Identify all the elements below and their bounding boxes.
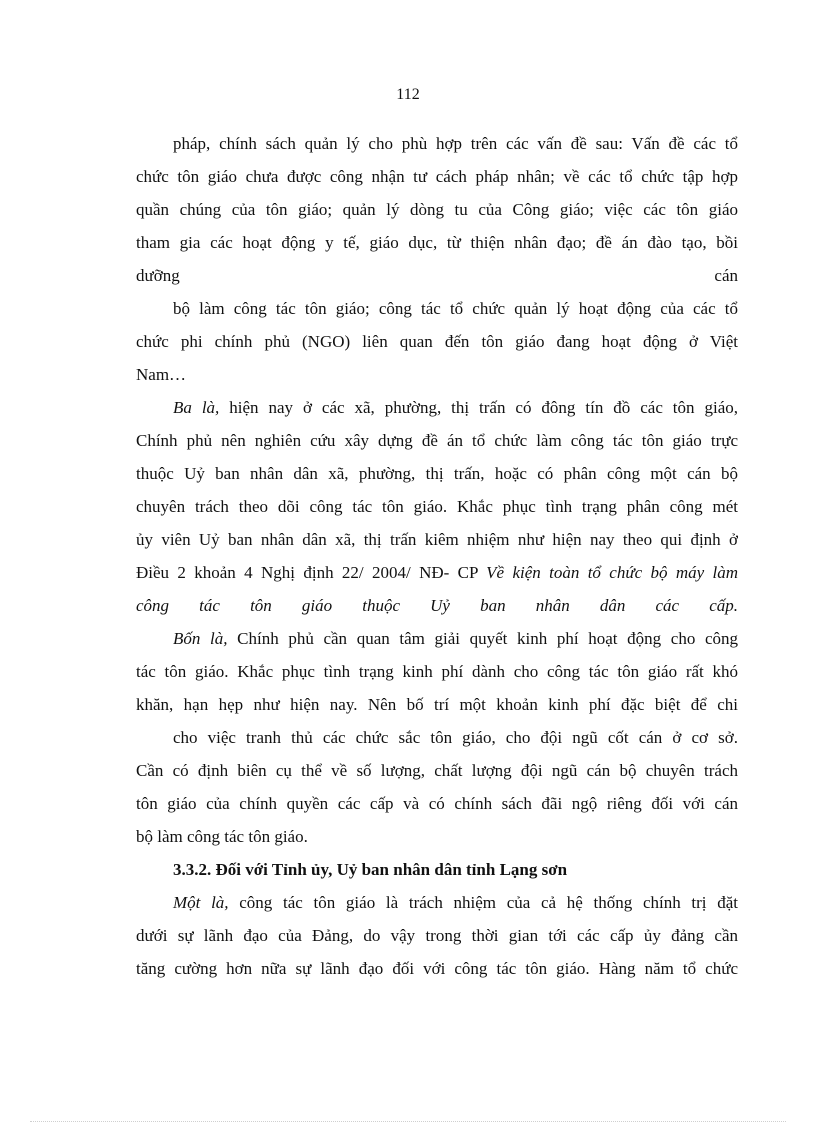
text-line xyxy=(136,193,738,226)
text-run: Điều 2 khoản 4 Nghị định 22/ 2004/ NĐ- CP xyxy=(136,563,487,582)
text-run: chức tôn giáo chưa được công nhận tư cách pháp nhân; về các tổ chức tập hợp xyxy=(136,167,738,186)
text-run: Cần có định biên cụ thể về số lượng, chất lượng đội ngũ cán bộ chuyên trách xyxy=(136,761,738,780)
text-run: bộ làm công tác tôn giáo; công tác tổ chức quản lý hoạt động của các tổ xyxy=(173,299,738,318)
text-run: tôn giáo của chính quyền các cấp và có chính sách đãi ngộ riêng đối với cán xyxy=(136,794,738,813)
text-run: 3.3.2. Đối với Tỉnh ủy, Uỷ ban nhân dân tỉnh Lạng sơn xyxy=(173,860,568,879)
italic-text-run: Bốn là, xyxy=(173,629,228,648)
text-line xyxy=(136,787,738,820)
italic-text-run: Một là, xyxy=(173,893,229,912)
text-line xyxy=(136,259,738,292)
text-run: tham gia các hoạt động y tế, giáo dục, từ thiện nhân đạo; đề án đào tạo, bồi xyxy=(136,233,738,252)
text-line xyxy=(136,226,738,259)
text-line xyxy=(136,721,738,754)
text-line xyxy=(136,754,738,787)
italic-text-run: Ba là, xyxy=(173,398,220,417)
text-line xyxy=(136,325,738,358)
italic-text-run: công tác tôn giáo thuộc Uỷ ban nhân dân các cấp. xyxy=(136,596,738,615)
text-line xyxy=(136,457,738,490)
page-number: 112 xyxy=(396,86,420,103)
text-run: hiện nay ở các xã, phường, thị trấn có đông tín đồ các tôn giáo, xyxy=(219,398,738,417)
text-line xyxy=(136,160,738,193)
text-line xyxy=(136,523,738,556)
text-run: tác tôn giáo. Khắc phục tình trạng kinh phí dành cho công tác tôn giáo rất khó xyxy=(136,662,738,681)
text-line xyxy=(136,919,738,952)
text-line xyxy=(136,688,738,721)
text-run: bộ làm công tác tôn giáo. xyxy=(136,827,308,846)
text-line xyxy=(136,622,738,655)
text-line xyxy=(136,490,738,523)
page-divider xyxy=(30,1121,786,1122)
text-run: thuộc Uỷ ban nhân dân xã, phường, thị trấn, hoặc có phân công một cán bộ xyxy=(136,464,738,483)
text-run: khăn, hạn hẹp như hiện nay. Nên bố trí một khoản kinh phí đặc biệt để chi xyxy=(136,695,738,714)
text-run: Chính phủ nên nghiên cứu xây dựng đề án tổ chức làm công tác tôn giáo trực xyxy=(136,431,738,450)
text-run: công tác tôn giáo là trách nhiệm của cả hệ thống chính trị đặt xyxy=(228,893,738,912)
text-run: dưới sự lãnh đạo của Đảng, do vậy trong thời gian tới các cấp ủy đảng cần xyxy=(136,926,738,945)
text-run: cho việc tranh thủ các chức sắc tôn giáo, cho đội ngũ cốt cán ở cơ sở. xyxy=(173,728,738,747)
text-line xyxy=(136,952,738,985)
document-body xyxy=(136,127,738,985)
text-line xyxy=(136,556,738,589)
text-line xyxy=(136,292,738,325)
text-run: quần chúng của tôn giáo; quản lý dòng tu của Công giáo; việc các tôn giáo xyxy=(136,200,738,219)
text-run: ủy viên Uỷ ban nhân dân xã, thị trấn kiêm nhiệm như hiện nay theo qui định ở xyxy=(136,530,738,549)
text-run: pháp, chính sách quản lý cho phù hợp trên các vấn đề sau: Vấn đề các tổ xyxy=(173,134,738,153)
section-heading xyxy=(136,853,738,886)
text-line xyxy=(136,655,738,688)
text-run: Chính phủ cần quan tâm giải quyết kinh phí hoạt động cho công xyxy=(227,629,738,648)
text-line xyxy=(136,820,738,853)
text-line xyxy=(136,886,738,919)
text-line xyxy=(136,589,738,622)
text-run: chức phi chính phủ (NGO) liên quan đến tôn giáo đang hoạt động ở Việt xyxy=(136,332,738,351)
text-run: tăng cường hơn nữa sự lãnh đạo đối với công tác tôn giáo. Hàng năm tổ chức xyxy=(136,959,738,978)
text-run: chuyên trách theo dõi công tác tôn giáo. Khắc phục tình trạng phân công mét xyxy=(136,497,738,516)
text-line xyxy=(136,424,738,457)
text-line xyxy=(136,391,738,424)
text-line xyxy=(136,127,738,160)
text-line xyxy=(136,358,738,391)
text-run: dưỡng cán xyxy=(136,266,738,285)
italic-text-run: Về kiện toàn tổ chức bộ máy làm xyxy=(486,563,738,582)
text-run: Nam… xyxy=(136,365,187,384)
